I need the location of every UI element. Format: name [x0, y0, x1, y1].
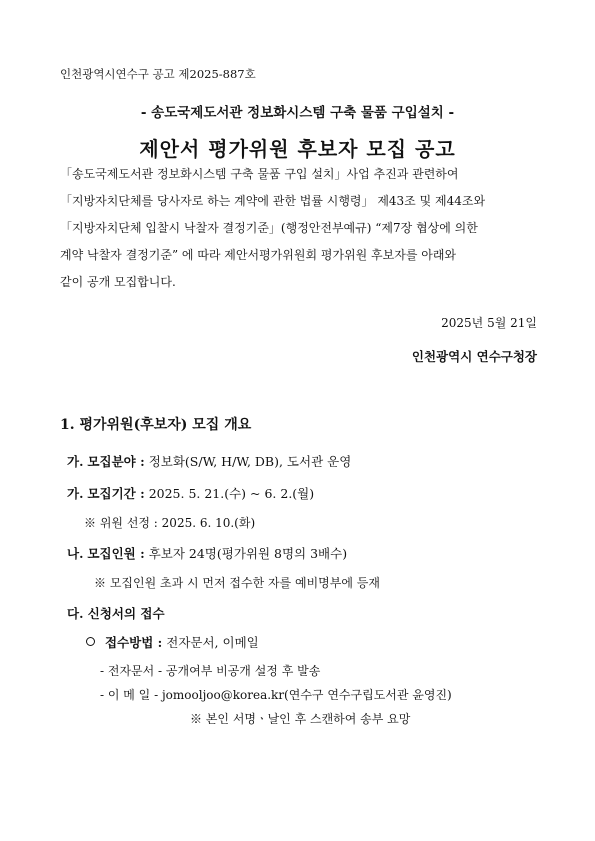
item-label: 모집기간 : [87, 486, 145, 501]
subtitle: - 송도국제도서관 정보화시스템 구축 물품 구입설치 - [140, 105, 455, 121]
method-item [86, 633, 259, 651]
method-note: ※ 본인 서명ㆍ날인 후 스캔하여 송부 요망 [190, 712, 411, 726]
item-marker: 가. [67, 486, 84, 501]
notice-date: 2025년 5월 21일 [441, 316, 537, 330]
period-note: ※ 위원 선정 : 2025. 6. 10.(화) [84, 516, 256, 530]
item-value: 정보화(S/W, H/W, DB), 도서관 운영 [148, 454, 352, 469]
method-value: 전자문서, 이메일 [166, 635, 259, 650]
circle-bullet-icon [86, 637, 95, 646]
issuer: 인천광역시 연수구청장 [411, 349, 537, 364]
count-note: ※ 모집인원 초과 시 먼저 접수한 자를 예비명부에 등재 [94, 576, 380, 590]
method-label: 접수방법 : [104, 635, 163, 650]
item-marker: 가. [67, 454, 84, 469]
page-title: 제안서 평가위원 후보자 모집 공고 [139, 137, 456, 161]
body-line: 같이 공개 모집합니다. [60, 275, 176, 289]
item-count [67, 544, 347, 562]
doc-number: 인천광역시연수구 공고 제2025-887호 [60, 67, 256, 81]
item-label: 모집분야 : [87, 454, 145, 469]
item-marker: 나. [67, 546, 84, 561]
body-line: 「송도국제도서관 정보화시스템 구축 물품 구입 설치」사업 추진과 관련하여 [60, 167, 459, 181]
item-label: 모집인원 : [87, 546, 145, 561]
body-line: 계약 낙찰자 결정기준” 에 따라 제안서평가위원회 평가위원 후보자를 아래와 [60, 248, 457, 262]
item-period [67, 484, 314, 502]
method-line: - 전자문서 - 공개여부 비공개 설정 후 발송 [100, 664, 321, 678]
item-value: 2025. 5. 21.(수) ~ 6. 2.(월) [148, 486, 315, 501]
body-line: 「지방자치단체를 당사자로 하는 계약에 관한 법률 시행령」 제43조 및 제44조와 [60, 194, 486, 208]
receipt-heading: 다. 신청서의 접수 [67, 606, 165, 621]
item-value: 후보자 24명(평가위원 8명의 3배수) [148, 546, 348, 561]
item-field [67, 452, 351, 470]
section-heading: 1. 평가위원(후보자) 모집 개요 [60, 417, 252, 433]
body-line: 「지방자치단체 입찰시 낙찰자 결정기준」(행정안전부예규) “제7장 협상에 의한 [60, 221, 478, 235]
method-line: - 이 메 일 - jomooljoo@korea.kr(연수구 연수구립도서관 윤영진) [100, 688, 452, 702]
